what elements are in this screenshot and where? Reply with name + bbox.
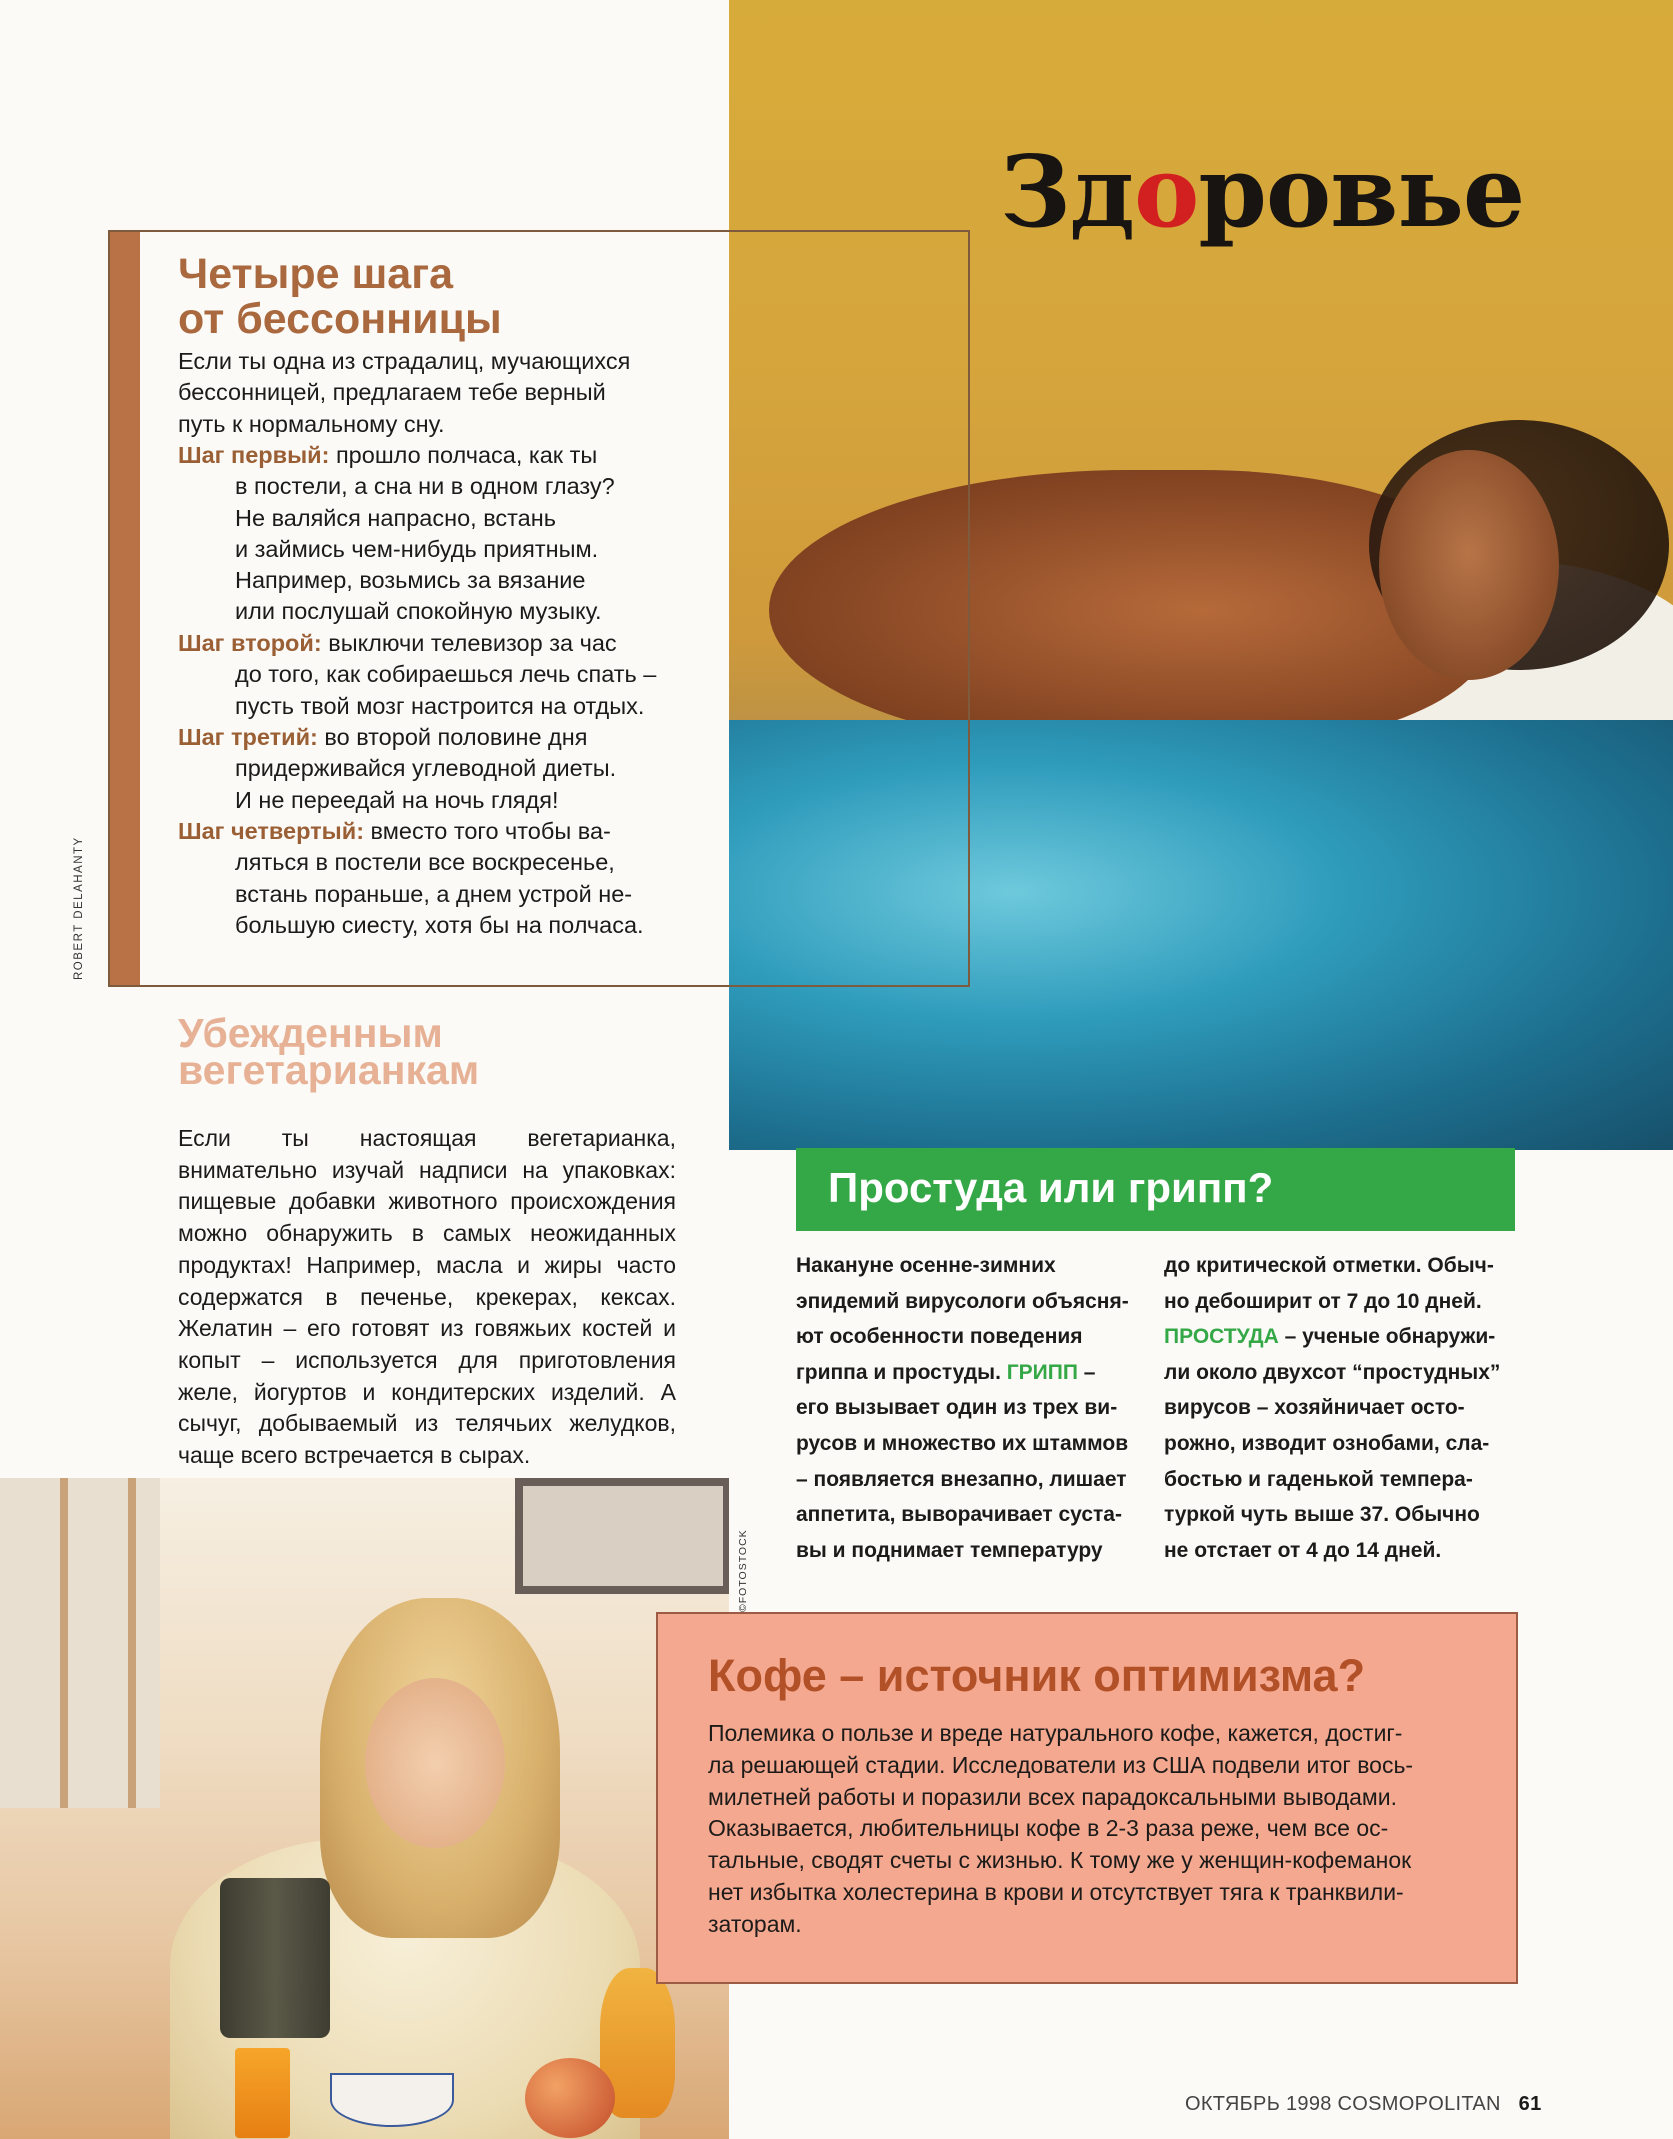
section-title-accent: о: [1134, 135, 1199, 250]
text-line: русов и множество их штаммов: [796, 1431, 1129, 1455]
text-line: но дебоширит от 7 до 10 дней.: [1164, 1289, 1482, 1313]
insomnia-intro: [178, 346, 698, 440]
apple: [525, 2058, 615, 2138]
text-line: встань пораньше, а днем устрой не-: [235, 880, 633, 907]
text-line: вы и поднимает температуру: [796, 1538, 1103, 1562]
page-number: 61: [1518, 2093, 1542, 2115]
vegetarian-text: Если ты настоящая вегетарианка, внимательно изучай надписи на упаковках: пищевые добавки животного происхождения можно обнаружить в самых неожиданных продуктах! Например, масла и жиры часто содержатся в печенье, крекерах, кексах. Желатин – его готовят из говяжьих костей и копыт – используется для приготовления желе, йогуртов и кондитерских изделий. А сычуг, добываемый из телячьих желудков, чаще всего встречается в сырах.: [178, 1125, 676, 1469]
coffee-title: Кофе – источник оптимизма?: [708, 1650, 1366, 1701]
text-line: нет избытка холестерина в крови и отсутствует тяга к транквили-: [708, 1878, 1404, 1905]
vegetarian-heading: [178, 1010, 678, 1093]
text-line: большую сиесту, хотя бы на полчаса.: [235, 911, 644, 938]
text-line: аппетита, выворачивает суста-: [796, 1503, 1122, 1527]
text-line: вместо того чтобы ва-: [364, 818, 611, 844]
flu-title: Простуда или грипп?: [828, 1164, 1274, 1211]
text-line: пусть твой мозг настроится на отдых.: [235, 692, 645, 719]
step-lead: Шаг третий:: [178, 724, 318, 750]
text-line: до критической отметки. Обыч-: [1164, 1254, 1494, 1277]
text-line: заторам.: [708, 1910, 802, 1937]
step-4: [178, 816, 718, 941]
heading-line: Четыре шага: [178, 250, 454, 298]
text-line: бостью и гаденькой темпера-: [1164, 1467, 1473, 1491]
text-line: милетней работы и поразили всех парадоксальными выводами.: [708, 1783, 1397, 1810]
text-line: Если ты одна из страдалиц, мучающихся: [178, 348, 631, 374]
heading-line: Убежденным: [178, 1010, 443, 1056]
coffee-text: [708, 1718, 1488, 1941]
photo-credit: ROBERT DELAHANTY: [73, 836, 85, 980]
step-lead: Шаг четвертый:: [178, 818, 365, 844]
step-3: [178, 722, 718, 816]
text-line: и займись чем-нибудь приятным.: [235, 535, 599, 562]
face: [365, 1678, 505, 1848]
window: [0, 1478, 160, 1808]
photo-credit: ©FOTOSTOCK: [737, 1529, 749, 1612]
step-lead: Шаг второй:: [178, 630, 322, 656]
text-line: Накануне осенне-зимних: [796, 1254, 1056, 1277]
orange-juice: [235, 2048, 290, 2138]
insomnia-heading: [178, 252, 678, 342]
coffee-cup: [330, 2073, 454, 2127]
text-line: вирусов – хозяйничает осто-: [1164, 1396, 1465, 1420]
step-lead: Шаг первый:: [178, 442, 330, 468]
heading-line: от бессонницы: [178, 295, 502, 343]
step-2: [178, 628, 718, 722]
picture-frame: [515, 1478, 729, 1594]
magazine-name: COSMOPOLITAN: [1337, 2093, 1501, 2115]
text-line: Например, возьмись за вязание: [235, 567, 586, 594]
face: [1379, 450, 1559, 680]
step-1: [178, 440, 718, 628]
text-line: не отстает от 4 до 14 дней.: [1164, 1538, 1442, 1562]
text-line: в постели, а сна ни в одном глазу?: [235, 473, 615, 500]
text-line: во второй половине дня: [317, 724, 588, 750]
text-line: придерживайся углеводной диеты.: [235, 755, 617, 782]
text-line: – появляется внезапно, лишает: [796, 1467, 1127, 1491]
text-line: туркой чуть выше 37. Обычно: [1164, 1503, 1480, 1527]
section-title-part: ровье: [1198, 135, 1525, 250]
section-title-part: Зд: [1000, 135, 1134, 250]
page-footer: [1185, 2093, 1542, 2116]
text-line: или послушай спокойную музыку.: [235, 598, 602, 625]
flu-column-2: [1164, 1248, 1499, 1568]
flu-column-1: [796, 1248, 1131, 1568]
coffee-photo: [0, 1478, 729, 2139]
text-line: бессонницей, предлагаем тебе верный: [178, 379, 606, 406]
text-line: его вызывает один из трех ви-: [796, 1396, 1118, 1420]
text-line: путь к нормальному сну.: [178, 410, 445, 437]
text-line: И не переедай на ночь глядя!: [235, 786, 559, 813]
text-line: выключи телевизор за час: [321, 630, 617, 656]
text-line: гриппа и простуды.: [796, 1360, 1007, 1384]
text-line: прошло полчаса, как ты: [329, 442, 598, 468]
text-line: Полемика о пользе и вреде натурального кофе, кажется, достиг-: [708, 1720, 1403, 1746]
text-line: тальные, сводят счеты с жизнью. К тому же у женщин-кофеманок: [708, 1847, 1412, 1874]
cold-keyword: ПРОСТУДА: [1164, 1325, 1279, 1349]
insomnia-accent-bar: [110, 232, 140, 985]
text-line: – ученые обнаружи-: [1278, 1325, 1496, 1349]
text-line: ла решающей стадии. Исследователи из США подвели итог вось-: [708, 1751, 1414, 1778]
text-line: ют особенности поведения: [796, 1325, 1083, 1349]
text-line: эпидемий вирусологи объясня-: [796, 1289, 1129, 1313]
text-line: ли около двухсот “простудных”: [1164, 1360, 1501, 1384]
issue-date: ОКТЯБРЬ 1998: [1185, 2093, 1332, 2115]
section-title: [1000, 135, 1524, 250]
text-line: ляться в постели все воскресенье,: [235, 849, 615, 876]
french-press: [220, 1878, 330, 2038]
text-line: до того, как собираешься лечь спать –: [235, 661, 657, 688]
flu-keyword: ГРИПП: [1006, 1360, 1078, 1384]
text-line: Не валяйся напрасно, встань: [235, 504, 556, 531]
text-line: –: [1077, 1360, 1096, 1384]
heading-line: вегетарианкам: [178, 1047, 480, 1093]
text-line: рожно, изводит ознобами, сла-: [1164, 1431, 1490, 1455]
text-line: Оказывается, любительницы кофе в 2-3 раза реже, чем все ос-: [708, 1815, 1389, 1842]
